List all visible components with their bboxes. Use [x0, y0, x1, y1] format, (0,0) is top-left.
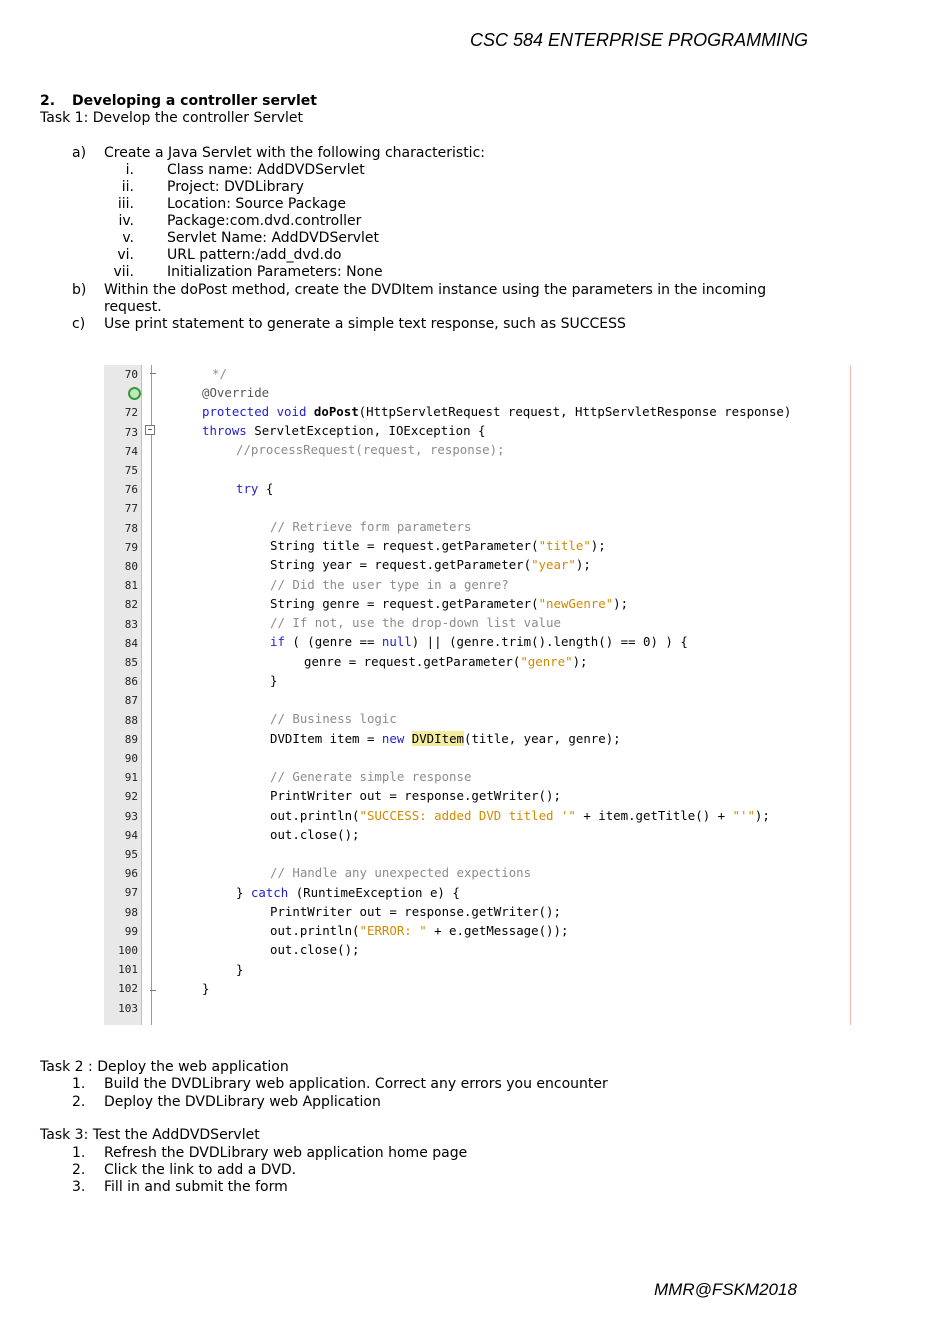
code-line: [202, 404, 791, 419]
code-keyword: throws: [202, 423, 247, 438]
code-text: );: [575, 557, 591, 572]
code-method-name: doPost: [313, 404, 359, 419]
code-text: {: [265, 481, 274, 496]
fold-collapse-icon: −: [145, 425, 155, 435]
line-number: 97: [124, 886, 138, 900]
code-text: );: [613, 596, 629, 611]
list-marker: i.: [125, 162, 134, 178]
list-marker: vii.: [113, 264, 134, 280]
fold-tick: [150, 990, 156, 991]
code-text: );: [590, 538, 606, 553]
code-line: // Business logic: [270, 711, 397, 726]
page-footer-credit: MMR@FSKM2018: [654, 1280, 797, 1299]
code-text: String year = request.getParameter(: [270, 557, 532, 572]
section-number: 2.: [40, 93, 56, 109]
code-line: out.close();: [270, 942, 360, 957]
code-text: String genre = request.getParameter(: [270, 596, 539, 611]
list-item-text: Package:com.dvd.controller: [167, 213, 362, 229]
code-line: }: [202, 981, 210, 996]
code-text: (title, year, genre);: [463, 731, 621, 746]
list-item-text: Build the DVDLibrary web application. Correct any errors you encounter: [104, 1076, 608, 1092]
code-string: "SUCCESS: added DVD titled '": [359, 808, 576, 823]
code-line: @Override: [202, 385, 270, 400]
list-marker: vi.: [117, 247, 134, 263]
code-line: [236, 481, 273, 496]
line-number: 75: [124, 464, 138, 477]
task1-item-c: [72, 316, 626, 332]
code-line: [270, 538, 606, 553]
code-editor-screenshot: [104, 365, 851, 1025]
code-line: [270, 923, 568, 938]
code-text: );: [572, 654, 588, 669]
list-item-text: Create a Java Servlet with the following characteristic:: [104, 145, 485, 161]
line-number: 72: [124, 406, 138, 420]
line-number: 87: [124, 694, 138, 708]
list-marker: 3.: [72, 1179, 86, 1195]
task3-item: [72, 1145, 468, 1161]
line-number: 88: [124, 713, 138, 727]
list-marker: 1.: [72, 1145, 86, 1161]
list-item-text: Location: Source Package: [167, 196, 346, 212]
code-line: //processRequest(request, response);: [236, 442, 505, 457]
code-text: (HttpServletRequest request, HttpServletResponse response): [358, 404, 792, 419]
code-line: // Did the user type in a genre?: [270, 577, 509, 592]
code-text: String title = request.getParameter(: [270, 538, 539, 553]
line-number: 77: [124, 502, 138, 516]
line-number: 98: [124, 905, 138, 919]
list-item-text: Initialization Parameters: None: [167, 264, 383, 280]
code-line: [270, 557, 591, 572]
section-title-text: Developing a controller servlet: [72, 93, 317, 109]
code-line: // Handle any unexpected expections: [270, 865, 532, 880]
code-keyword: if: [270, 634, 285, 649]
line-number: 86: [124, 675, 138, 689]
line-number: 76: [124, 483, 138, 497]
override-marker-icon: [128, 387, 141, 400]
code-text: DVDItem item =: [270, 731, 382, 746]
line-number: 93: [124, 809, 138, 823]
code-text: }: [236, 885, 251, 900]
task2-item: [72, 1076, 608, 1092]
line-number: 79: [124, 540, 138, 554]
code-text: ServletException, IOException {: [254, 423, 486, 438]
line-number: 92: [124, 790, 138, 804]
page-header-course: CSC 584 ENTERPRISE PROGRAMMING: [470, 30, 809, 50]
code-text: out.println(: [270, 923, 360, 938]
line-number: 81: [124, 579, 138, 593]
task3-item: [72, 1162, 297, 1178]
code-text: + e.getMessage());: [426, 923, 569, 938]
line-number: 78: [124, 521, 138, 535]
line-number: 101: [118, 963, 138, 977]
line-number: 95: [124, 848, 138, 861]
task3-title: Task 3: Test the AddDVDServlet: [40, 1127, 260, 1143]
code-line: }: [236, 962, 244, 977]
code-keyword: protected void: [202, 404, 307, 419]
list-marker: 2.: [72, 1094, 86, 1110]
list-item-text: Servlet Name: AddDVDServlet: [167, 230, 379, 246]
code-string: "title": [538, 538, 591, 553]
list-marker: b): [72, 282, 87, 298]
list-item-text: Within the doPost method, create the DVDItem instance using the parameters in the incoming: [104, 282, 767, 298]
code-text: genre = request.getParameter(: [304, 654, 521, 669]
code-line: // Generate simple response: [270, 769, 472, 784]
list-marker: a): [72, 145, 87, 161]
list-item-text: Deploy the DVDLibrary web Application: [104, 1094, 381, 1110]
characteristics-list: [100, 162, 600, 282]
code-line: [270, 808, 770, 823]
code-string: "'": [732, 808, 755, 823]
list-item-text: URL pattern:/add_dvd.do: [167, 247, 342, 263]
line-number: 85: [124, 656, 138, 669]
list-item-text: Fill in and submit the form: [104, 1179, 288, 1195]
code-string: "ERROR: ": [359, 923, 427, 938]
list-item-text: Click the link to add a DVD.: [104, 1162, 297, 1178]
task2-title: Task 2 : Deploy the web application: [40, 1059, 289, 1075]
code-text: ( (genre ==: [292, 634, 382, 649]
list-marker: iv.: [118, 213, 134, 229]
code-text: + item.getTitle() +: [575, 808, 733, 823]
list-item-text: Refresh the DVDLibrary web application home page: [104, 1145, 468, 1161]
line-number: 74: [124, 444, 138, 458]
list-item-text: Project: DVDLibrary: [167, 179, 304, 195]
list-item-text: Class name: AddDVDServlet: [167, 162, 365, 178]
code-line: PrintWriter out = response.getWriter();: [270, 904, 561, 919]
code-line: [270, 731, 621, 746]
code-text: );: [754, 808, 770, 823]
code-line: [236, 885, 460, 900]
code-line: [270, 634, 688, 649]
code-string: "year": [531, 557, 576, 572]
code-text: out.println(: [270, 808, 360, 823]
code-line: // If not, use the drop-down list value: [270, 615, 561, 630]
line-number: 73: [124, 425, 138, 439]
task1-title: Task 1: Develop the controller Servlet: [40, 110, 304, 126]
line-number: 94: [124, 828, 138, 842]
task1-item-b: [72, 282, 767, 315]
list-marker: ii.: [121, 179, 134, 195]
line-number: 80: [124, 560, 138, 573]
code-line: PrintWriter out = response.getWriter();: [270, 788, 561, 803]
code-keyword: try: [236, 481, 259, 496]
list-marker: v.: [122, 230, 134, 246]
line-number: 89: [124, 732, 138, 746]
code-keyword: null: [381, 634, 412, 649]
code-string: "genre": [520, 654, 573, 669]
line-number: 91: [124, 771, 138, 785]
section-title: [40, 93, 317, 109]
code-line: */: [212, 366, 227, 381]
line-number: 84: [124, 636, 138, 650]
list-marker: 2.: [72, 1162, 86, 1178]
list-marker: c): [72, 316, 86, 332]
code-line: [270, 596, 628, 611]
code-line: }: [270, 673, 278, 688]
line-number: 82: [124, 598, 138, 612]
list-item-text: Use print statement to generate a simple text response, such as SUCCESS: [104, 316, 626, 332]
line-number: 90: [124, 752, 138, 765]
list-marker: iii.: [117, 196, 134, 212]
code-string: "newGenre": [538, 596, 614, 611]
fold-strip: [142, 365, 152, 1025]
code-highlighted-type: DVDItem: [411, 731, 464, 746]
task2-item: [72, 1094, 381, 1110]
line-number: 83: [124, 617, 138, 631]
task3-item: [72, 1179, 288, 1195]
code-line: [304, 654, 587, 669]
code-keyword: catch: [250, 885, 289, 900]
line-number: 99: [124, 924, 138, 938]
code-keyword: new: [381, 731, 405, 746]
line-number: 100: [118, 944, 138, 957]
code-line: out.close();: [270, 827, 360, 842]
code-line: [202, 423, 486, 438]
code-text: (RuntimeException e) {: [288, 885, 460, 900]
code-line: // Retrieve form parameters: [270, 519, 472, 534]
list-item-text-continued: request.: [104, 299, 162, 315]
fold-tick: [150, 373, 156, 374]
line-number: 70: [124, 368, 138, 381]
code-text: ) || (genre.trim().length() == 0) ) {: [411, 634, 688, 649]
task1-item-a: [72, 145, 485, 161]
list-marker: 1.: [72, 1076, 86, 1092]
line-number: 96: [124, 867, 138, 881]
line-number: 102: [118, 982, 138, 996]
line-number: 103: [118, 1001, 138, 1015]
